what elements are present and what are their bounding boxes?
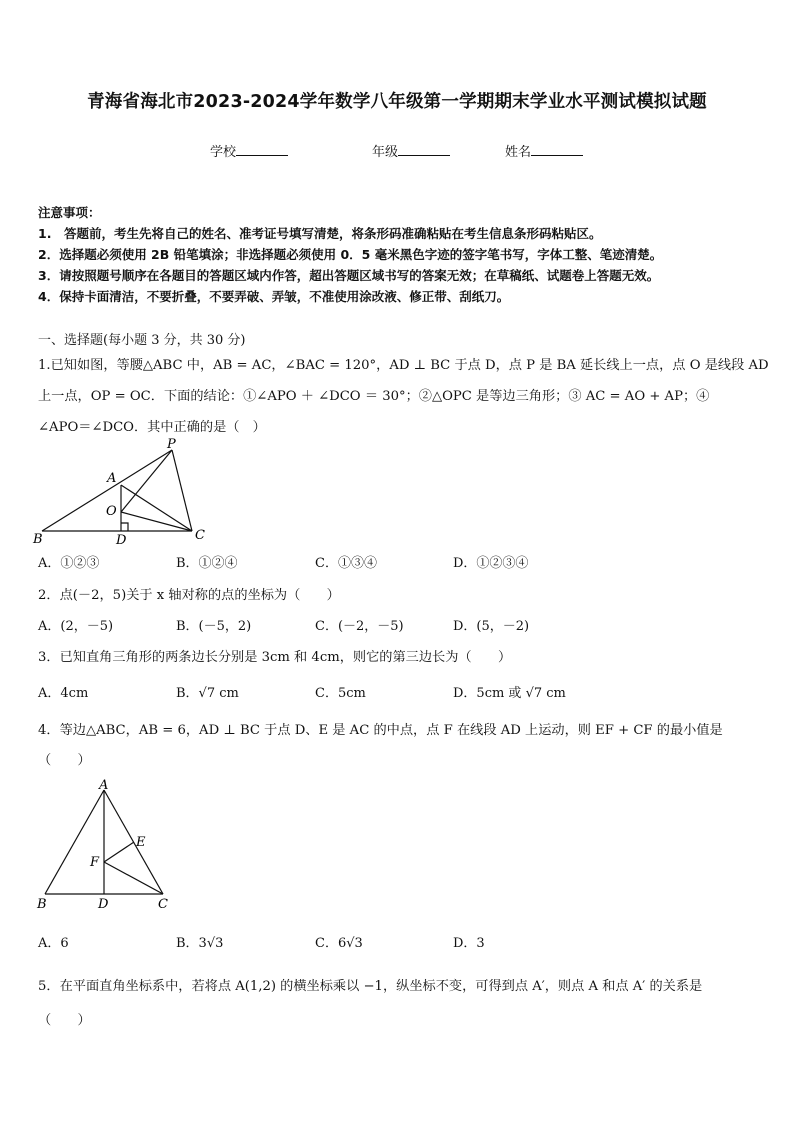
q1-label-A: A — [107, 471, 117, 486]
q5-line2: （ ） — [38, 1013, 91, 1028]
name-blank[interactable] — [531, 143, 583, 156]
q2-option-b[interactable]: B．(－5，2) — [176, 619, 252, 634]
notice-item-3: 3．请按照题号顺序在各题目的答题区域内作答，超出答题区域书写的答案无效；在草稿纸、试题卷上答题无效。 — [38, 268, 660, 283]
q1-line3: ∠APO＝∠DCO．其中正确的是（ ） — [38, 420, 266, 435]
q4-line2: （ ） — [38, 753, 91, 768]
q5-line1: 5．在平面直角坐标系中，若将点 A(1,2) 的横坐标乘以 −1，纵坐标不变，可得到点 A′，则点 A 和点 A′ 的关系是 — [38, 979, 703, 994]
name-field[interactable] — [505, 141, 583, 160]
q2-stem: 2．点(－2，5)关于 x 轴对称的点的坐标为（ ） — [38, 588, 340, 603]
q2-option-d[interactable]: D．(5，－2) — [453, 619, 530, 634]
q3-option-c[interactable]: C．5cm — [315, 686, 366, 701]
school-blank[interactable] — [236, 143, 288, 156]
q4-option-b[interactable]: B．3√3 — [176, 936, 224, 951]
q1-option-a[interactable]: A．①②③ — [38, 556, 100, 571]
q3-option-a[interactable]: A．4cm — [38, 686, 89, 701]
q1-label-B: B — [33, 532, 43, 547]
q4-option-c[interactable]: C．6√3 — [315, 936, 363, 951]
grade-blank[interactable] — [398, 143, 450, 156]
q3-option-b[interactable]: B．√7 cm — [176, 686, 239, 701]
q1-label-C: C — [195, 528, 205, 543]
q1-option-d[interactable]: D．①②③④ — [453, 556, 529, 571]
q1-line1: 1.已知如图，等腰△ABC 中，AB = AC，∠BAC = 120°，AD ⊥ BC 于点 D，点 P 是 BA 延长线上一点，点 O 是线段 AD — [38, 358, 769, 373]
q4-label-A: A — [99, 778, 109, 793]
q1-option-b[interactable]: B．①②④ — [176, 556, 238, 571]
q4-option-d[interactable]: D．3 — [453, 936, 485, 951]
q4-option-a[interactable]: A．6 — [38, 936, 69, 951]
section-title: 一、选择题(每小题 3 分，共 30 分) — [38, 333, 246, 348]
q4-label-E: E — [136, 835, 146, 850]
q2-option-a[interactable]: A．(2，－5) — [38, 619, 114, 634]
q2-option-c[interactable]: C．(－2，－5) — [315, 619, 404, 634]
q4-label-C: C — [158, 897, 168, 912]
q3-option-d[interactable]: D．5cm 或 √7 cm — [453, 686, 566, 701]
q3-stem: 3．已知直角三角形的两条边长分别是 3cm 和 4cm，则它的第三边长为（ ） — [38, 650, 512, 665]
q4-line1: 4．等边△ABC，AB = 6，AD ⊥ BC 于点 D、E 是 AC 的中点，点 F 在线段 AD 上运动，则 EF + CF 的最小值是 — [38, 723, 723, 738]
q1-label-D: D — [116, 533, 127, 548]
notice-heading: 注意事项： — [38, 205, 101, 220]
name-label: 姓名 — [505, 145, 532, 160]
q1-label-O: O — [106, 504, 117, 519]
notice-item-2: 2．选择题必须使用 2B 铅笔填涂；非选择题必须使用 0．5 毫米黑色字迹的签字笔书写，字体工整、笔迹清楚。 — [38, 247, 663, 262]
grade-label: 年级 — [372, 145, 399, 160]
q1-figure — [30, 436, 220, 548]
page-title: 青海省海北市2023-2024学年数学八年级第一学期期末学业水平测试模拟试题 — [87, 92, 707, 112]
q4-label-D: D — [98, 897, 109, 912]
q1-line2: 上一点，OP = OC．下面的结论：①∠APO ＋ ∠DCO ＝ 30°；②△OPC 是等边三角形；③ AC = AO + AP；④ — [38, 389, 710, 404]
q4-figure — [32, 778, 182, 914]
q4-label-B: B — [37, 897, 47, 912]
grade-field[interactable] — [372, 141, 450, 160]
notice-item-1: 1. 答题前，考生先将自己的姓名、准考证号填写清楚，将条形码准确粘贴在考生信息条形码粘贴区。 — [38, 226, 602, 241]
q1-option-c[interactable]: C．①③④ — [315, 556, 377, 571]
school-label: 学校 — [210, 145, 237, 160]
q1-label-P: P — [167, 437, 176, 452]
q4-label-F: F — [90, 855, 100, 870]
school-field[interactable] — [210, 141, 288, 160]
notice-item-4: 4．保持卡面清洁，不要折叠，不要弄破、弄皱，不准使用涂改液、修正带、刮纸刀。 — [38, 289, 510, 304]
